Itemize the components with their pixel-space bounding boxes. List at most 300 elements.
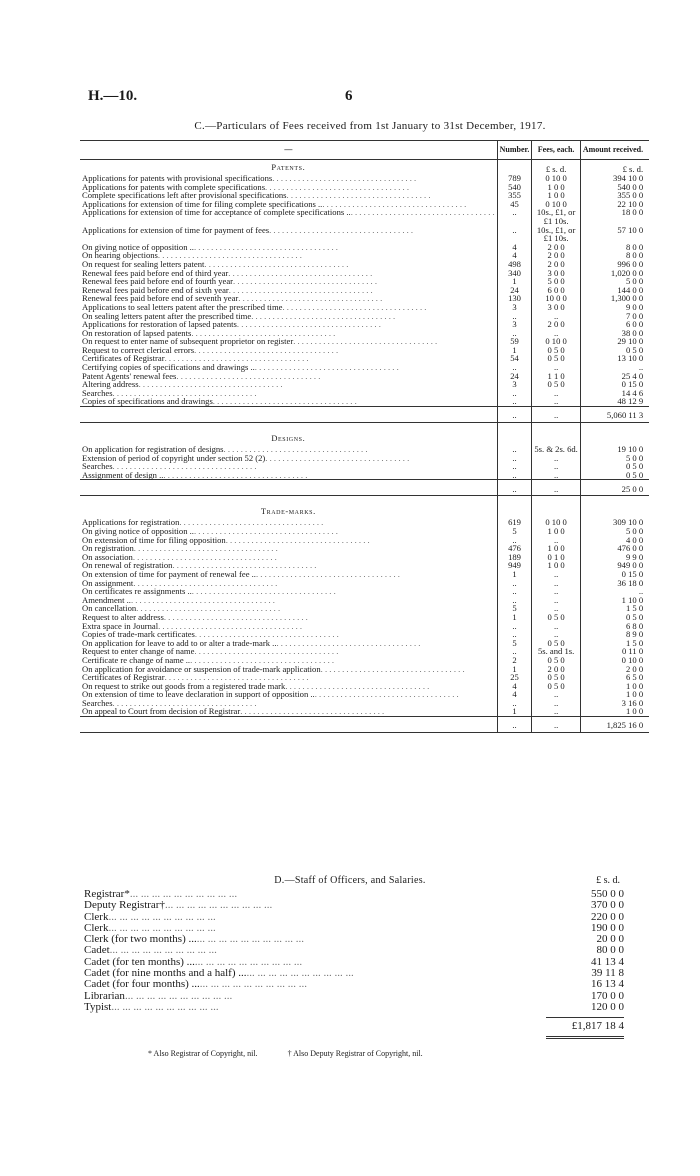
row-number: 5 <box>497 604 532 613</box>
total-number: .. <box>497 480 532 496</box>
leader-dots <box>229 286 495 295</box>
empty-cell <box>497 431 532 445</box>
row-amount: 18 0 0 <box>580 208 649 217</box>
leader-dots <box>164 613 495 622</box>
leader-dots <box>272 174 494 183</box>
row-label: On registration <box>82 543 134 554</box>
row-fee: 1 0 0 <box>532 527 580 536</box>
amount-units <box>580 504 649 518</box>
row-label: On appeal to Court from decision of Registrar <box>82 706 241 717</box>
row-number: 24 <box>497 372 532 381</box>
column-header-fee: Fees, each. <box>532 141 580 160</box>
leader-dots <box>195 957 546 968</box>
row-label: Searches <box>82 387 113 398</box>
row-amount: 29 10 0 <box>580 337 649 346</box>
row-fee: 1 0 0 <box>532 544 580 553</box>
row-amount: 949 0 0 <box>580 561 649 570</box>
row-fee: .. <box>532 699 580 708</box>
amount-units <box>580 431 649 445</box>
row-label: On application for avoidance or suspension of trade-mark application <box>82 663 321 674</box>
leader-dots <box>139 380 495 389</box>
row-amount: 0 5 0 <box>580 462 649 471</box>
row-label: Applications for restoration of lapsed patents <box>82 319 237 330</box>
leader-dots <box>194 527 495 536</box>
staff-name: Typist <box>84 1000 112 1013</box>
row-number: 3 <box>497 380 532 389</box>
row-amount: 8 9 0 <box>580 630 649 639</box>
section-total-row <box>80 717 649 733</box>
row-fee: 3 0 0 <box>532 269 580 278</box>
leader-dots <box>163 471 494 480</box>
row-fee: 10s., £1, or <box>532 226 580 235</box>
row-label: On extension of time for payment of renewal fee .. <box>82 568 256 579</box>
row-amount: 144 0 0 <box>580 286 649 295</box>
section-total: 5,060 11 3 <box>580 407 649 423</box>
row-fee: 0 5 0 <box>532 346 580 355</box>
staff-name: Cadet <box>84 944 110 957</box>
row-number: 4 <box>497 243 532 252</box>
amount-units: £ s. d. <box>580 160 649 175</box>
row-number: .. <box>497 596 532 605</box>
row-amount: 13 10 0 <box>580 354 649 363</box>
row-label-wrap <box>82 226 495 235</box>
row-amount: 25 4 0 <box>580 372 649 381</box>
row-fee: .. <box>532 329 580 338</box>
row-number: .. <box>497 536 532 545</box>
leader-dots <box>233 277 495 286</box>
leader-dots <box>255 363 495 372</box>
leader-dots <box>315 690 495 699</box>
row-label: On application for registration of designs <box>82 444 224 455</box>
row-amount: 9 0 0 <box>580 303 649 312</box>
staff-name: Clerk <box>84 921 109 934</box>
row-particulars <box>80 380 497 389</box>
row-fee: 0 10 0 <box>532 337 580 346</box>
row-label-wrap <box>82 707 495 716</box>
leader-dots <box>192 587 495 596</box>
row-fee: 10 0 0 <box>532 294 580 303</box>
row-number: .. <box>497 622 532 631</box>
row-number: .. <box>497 397 532 406</box>
row-amount: 1 0 0 <box>580 682 649 691</box>
staff-name: Librarian <box>84 989 125 1002</box>
row-amount: 1,020 0 0 <box>580 269 649 278</box>
staff-salary: 370 0 0 <box>591 899 624 912</box>
staff-total: £1,817 18 4 <box>571 1020 624 1032</box>
row-label: On giving notice of opposition .. <box>82 241 194 252</box>
row-label: Certificates of Registrar <box>82 353 165 364</box>
empty-cell <box>497 160 532 175</box>
row-amount: 5 0 0 <box>580 527 649 536</box>
row-number: 540 <box>497 183 532 192</box>
row-fee: 0 5 0 <box>532 639 580 648</box>
row-number: 4 <box>497 251 532 260</box>
row-amount: 0 15 0 <box>580 380 649 389</box>
empty-cell <box>497 504 532 518</box>
row-label: Request to enter change of name <box>82 646 195 657</box>
row-fee: 2 0 0 <box>532 665 580 674</box>
leader-dots <box>237 320 495 329</box>
row-label: Searches <box>82 461 113 472</box>
row-label-wrap <box>82 587 495 596</box>
row-amount: 0 5 0 <box>580 613 649 622</box>
fee-units <box>532 504 580 518</box>
row-number: 4 <box>497 690 532 699</box>
staff-total-rule <box>546 1017 624 1018</box>
staff-row <box>84 979 624 990</box>
row-number: .. <box>497 208 532 217</box>
row-label: Applications for patents with complete specifications <box>82 181 266 192</box>
staff-salary: 41 13 4 <box>591 955 624 968</box>
row-label: Applications for extension of time for acceptance of complete specifications .. <box>82 207 351 218</box>
leader-dots <box>265 183 495 192</box>
row-amount: 19 10 0 <box>580 445 649 454</box>
staff-salary: 170 0 0 <box>591 989 624 1002</box>
row-amount: 22 10 0 <box>580 200 649 209</box>
row-amount: 5 0 0 <box>580 277 649 286</box>
row-label: Extension of period of copyright under section 52 (2) <box>82 452 266 463</box>
column-header-particulars: — <box>80 141 497 160</box>
row-fee: .. <box>532 462 580 471</box>
row-number: .. <box>497 363 532 372</box>
staff-salary: 120 0 0 <box>591 1000 624 1013</box>
row-label: Applications for registration <box>82 517 180 528</box>
row-amount: 1,300 0 0 <box>580 294 649 303</box>
row-number: 1 <box>497 277 532 286</box>
row-amount: 5 0 0 <box>580 454 649 463</box>
row-amount: 3 16 0 <box>580 699 649 708</box>
row-amount: 1 5 0 <box>580 639 649 648</box>
document-reference: H.—10. <box>88 88 138 104</box>
row-fee: 5s. & 2s. 6d. <box>532 445 580 454</box>
row-particulars <box>80 536 497 545</box>
staff-salary: 190 0 0 <box>591 921 624 934</box>
row-number: .. <box>497 587 532 596</box>
row-fee: 0 5 0 <box>532 354 580 363</box>
total-number: .. <box>497 717 532 733</box>
row-fee: 2 0 0 <box>532 320 580 329</box>
row-fee: .. <box>532 690 580 699</box>
row-amount: 1 5 0 <box>580 604 649 613</box>
row-amount: 394 10 0 <box>580 174 649 183</box>
row-fee: .. <box>532 596 580 605</box>
row-label-wrap <box>82 536 495 545</box>
row-fee: .. <box>532 707 580 716</box>
staff-salary: 39 11 8 <box>591 967 624 980</box>
row-label: Renewal fees paid before end of sixth year <box>82 284 229 295</box>
section-total-row <box>80 407 649 423</box>
row-number: 1 <box>497 707 532 716</box>
leader-dots <box>276 639 494 648</box>
row-particulars <box>80 471 497 480</box>
leader-dots <box>130 889 546 900</box>
row-number: 1 <box>497 613 532 622</box>
row-amount: 9 9 0 <box>580 553 649 562</box>
row-fee: 0 10 0 <box>532 200 580 209</box>
staff-row <box>84 912 624 923</box>
staff-name: Deputy Registrar† <box>84 899 165 912</box>
row-fee: 1 0 0 <box>532 191 580 200</box>
row-particulars <box>80 587 497 596</box>
row-label: On restoration of lapsed patents <box>82 327 192 338</box>
row-label-wrap <box>82 380 495 389</box>
row-label: Certificates of Registrar <box>82 672 165 683</box>
row-amount: 309 10 0 <box>580 518 649 527</box>
row-amount: 38 0 0 <box>580 329 649 338</box>
row-particulars <box>80 226 497 235</box>
staff-name: Registrar* <box>84 888 130 900</box>
table-row <box>80 690 649 699</box>
row-fee: 0 5 0 <box>532 682 580 691</box>
row-number: .. <box>497 454 532 463</box>
row-label: Renewal fees paid before end of fourth year <box>82 276 234 287</box>
row-fee: .. <box>532 570 580 579</box>
leader-dots <box>247 968 546 979</box>
total-number: .. <box>497 407 532 423</box>
section-heading: Patents. <box>271 163 306 172</box>
row-label: On extension of time for filing opposition <box>82 534 226 545</box>
row-number: 789 <box>497 174 532 183</box>
total-fee: .. <box>532 717 580 733</box>
row-label: Altering address <box>82 379 139 390</box>
row-number: 59 <box>497 337 532 346</box>
row-fee: 6 0 0 <box>532 286 580 295</box>
row-fee: .. <box>532 363 580 372</box>
leader-dots <box>194 647 494 656</box>
row-fee: .. <box>532 397 580 406</box>
row-particulars <box>80 690 497 699</box>
row-label: Applications for extension of time for filing complete specifications .. <box>82 198 323 209</box>
row-label: Applications to seal letters patent after the prescribed time <box>82 301 283 312</box>
row-number: 3 <box>497 303 532 312</box>
row-fee: 0 10 0 <box>532 518 580 527</box>
row-label: Renewal fees paid before end of seventh year <box>82 293 239 304</box>
row-label: Applications for patents with provisional specifications <box>82 173 273 183</box>
leader-dots <box>197 934 546 945</box>
leader-dots <box>256 570 495 579</box>
row-amount: 57 10 0 <box>580 226 649 235</box>
row-label: Certificate re change of name .. <box>82 654 191 665</box>
section-total-row <box>80 480 649 496</box>
row-particulars <box>80 544 497 553</box>
staff-name: Clerk (for two months) ... <box>84 933 197 946</box>
row-fee: 1 1 0 <box>532 372 580 381</box>
row-amount: 0 5 0 <box>580 346 649 355</box>
row-fee: 5 0 0 <box>532 277 580 286</box>
row-label: Extra space in Journal <box>82 620 159 631</box>
row-amount: .. <box>580 587 649 596</box>
leader-dots <box>133 553 495 562</box>
leader-dots <box>194 243 495 252</box>
row-number: 130 <box>497 294 532 303</box>
row-label: Amendment .. <box>82 594 131 605</box>
row-label: Applications for extension of time for payment of fees <box>82 224 270 235</box>
section-heading: Designs. <box>271 434 306 444</box>
row-fee: £1 10s. <box>532 234 580 243</box>
staff-list <box>84 889 624 1013</box>
row-amount: 0 15 0 <box>580 570 649 579</box>
row-number: 2 <box>497 656 532 665</box>
staff-total-double-rule <box>546 1036 624 1039</box>
row-label: On sealing letters patent after the prescribed time <box>82 310 252 321</box>
row-number: 498 <box>497 260 532 269</box>
row-amount: 1 10 0 <box>580 596 649 605</box>
leader-dots <box>200 979 546 990</box>
total-fee: .. <box>532 407 580 423</box>
row-label: On association <box>82 551 133 562</box>
row-label: On assignment <box>82 577 134 588</box>
row-number: 5 <box>497 639 532 648</box>
table-row <box>80 397 649 406</box>
row-label-wrap <box>82 454 495 463</box>
row-label: Request to correct clerical errors <box>82 344 195 355</box>
row-number: .. <box>497 699 532 708</box>
leader-dots <box>108 912 546 923</box>
row-amount: .. <box>580 363 649 372</box>
table-row <box>80 570 649 579</box>
row-number: 619 <box>497 518 532 527</box>
row-number: .. <box>497 312 532 321</box>
row-label: Copies of specifications and drawings <box>82 396 213 407</box>
row-amount: 1 0 0 <box>580 690 649 699</box>
row-number: 340 <box>497 269 532 278</box>
empty-cell <box>80 407 497 423</box>
leader-dots <box>204 260 494 269</box>
row-number: 25 <box>497 673 532 682</box>
row-number: .. <box>497 226 532 235</box>
row-amount: 0 10 0 <box>580 656 649 665</box>
leader-dots <box>136 604 494 613</box>
row-fee: 2 0 0 <box>532 260 580 269</box>
row-fee: .. <box>532 389 580 398</box>
row-fee: 0 5 0 <box>532 613 580 622</box>
table-row <box>80 454 649 463</box>
row-amount: 36 18 0 <box>580 579 649 588</box>
row-fee: .. <box>532 622 580 631</box>
row-number: 1 <box>497 570 532 579</box>
leader-dots <box>240 707 494 716</box>
row-label: On cancellation <box>82 603 137 614</box>
leader-dots <box>213 397 495 406</box>
leader-dots <box>269 226 495 235</box>
row-label: Copies of trade-mark certificates <box>82 629 195 640</box>
staff-name: Clerk <box>84 910 109 923</box>
row-fee: 5s. and 1s. <box>532 647 580 656</box>
section-gap <box>80 496 649 505</box>
fee-units <box>532 431 580 445</box>
row-number: 476 <box>497 544 532 553</box>
row-fee: .. <box>532 536 580 545</box>
leader-dots <box>158 251 495 260</box>
leader-dots <box>131 596 495 605</box>
row-fee: .. <box>532 312 580 321</box>
row-number: 949 <box>497 561 532 570</box>
staff-name: Cadet (for four months) ... <box>84 978 200 991</box>
empty-cell <box>80 480 497 496</box>
row-amount: 540 0 0 <box>580 183 649 192</box>
staff-name: Cadet (for nine months and a half) ... <box>84 967 247 980</box>
row-label-wrap <box>82 208 495 217</box>
leader-dots <box>285 682 494 691</box>
row-label: Renewal fees paid before end of third year <box>82 267 229 278</box>
row-label: On giving notice of opposition .. <box>82 526 194 536</box>
row-number: .. <box>497 471 532 480</box>
leader-dots <box>251 312 494 321</box>
row-label: On application for leave to add to or alter a trade-mark .. <box>82 637 277 648</box>
row-fee: .. <box>532 587 580 596</box>
row-number: 24 <box>497 286 532 295</box>
footnote-registrar: * Also Registrar of Copyright, nil. <box>148 1049 258 1058</box>
table-row <box>80 613 649 622</box>
row-number: 45 <box>497 200 532 209</box>
row-fee: .. <box>532 579 580 588</box>
leader-dots <box>125 991 546 1002</box>
staff-row <box>84 900 624 911</box>
row-number: .. <box>497 445 532 454</box>
row-particulars <box>80 397 497 406</box>
row-amount: 0 5 0 <box>580 471 649 480</box>
row-amount: 6 0 0 <box>580 320 649 329</box>
row-fee: 0 5 0 <box>532 656 580 665</box>
row-particulars <box>80 372 497 381</box>
footnote-deputy: † Also Deputy Registrar of Copyright, nil. <box>287 1049 423 1058</box>
row-fee: 0 5 0 <box>532 380 580 389</box>
fees-table <box>80 140 649 733</box>
row-label-wrap <box>82 397 495 406</box>
leader-dots <box>158 622 495 631</box>
row-amount: 1 0 0 <box>580 707 649 716</box>
row-label-wrap <box>82 372 495 381</box>
page-number: 6 <box>345 88 353 104</box>
row-label-wrap <box>82 690 495 699</box>
empty-cell <box>80 717 497 733</box>
table-row <box>80 707 649 716</box>
row-amount: 4 0 0 <box>580 536 649 545</box>
row-fee: 1 0 0 <box>532 561 580 570</box>
leader-dots <box>111 1002 546 1013</box>
row-particulars <box>80 570 497 579</box>
row-fee: 0 1 0 <box>532 553 580 562</box>
row-number: 4 <box>497 682 532 691</box>
row-label: Request to alter address <box>82 611 164 622</box>
row-fee: .. <box>532 604 580 613</box>
row-label: On request for sealing letters patent <box>82 258 205 269</box>
column-header-number: Number. <box>497 141 532 160</box>
fees-header-row <box>80 141 649 160</box>
staff-salary: 550 0 0 <box>591 888 624 900</box>
row-fee: .. <box>532 630 580 639</box>
table-row <box>80 462 649 471</box>
row-number: 5 <box>497 527 532 536</box>
row-fee: £1 10s. <box>532 217 580 226</box>
leader-dots <box>282 303 494 312</box>
row-label: On request to enter name of subsequent proprietor on register <box>82 336 294 347</box>
row-amount: 8 0 0 <box>580 243 649 252</box>
section-heading-row <box>80 431 649 445</box>
row-number: 1 <box>497 665 532 674</box>
row-amount: 0 11 0 <box>580 647 649 656</box>
row-amount: 7 0 0 <box>580 312 649 321</box>
row-number: .. <box>497 630 532 639</box>
leader-dots <box>194 346 495 355</box>
row-label: Assignment of design .. <box>82 469 164 480</box>
row-number: 189 <box>497 553 532 562</box>
row-number: .. <box>497 647 532 656</box>
page-header <box>88 88 648 108</box>
fees-title: C.—Particulars of Fees received from 1st January to 31st December, 1917. <box>194 120 546 132</box>
fees-body <box>80 160 649 733</box>
row-fee: 1 0 0 <box>532 183 580 192</box>
